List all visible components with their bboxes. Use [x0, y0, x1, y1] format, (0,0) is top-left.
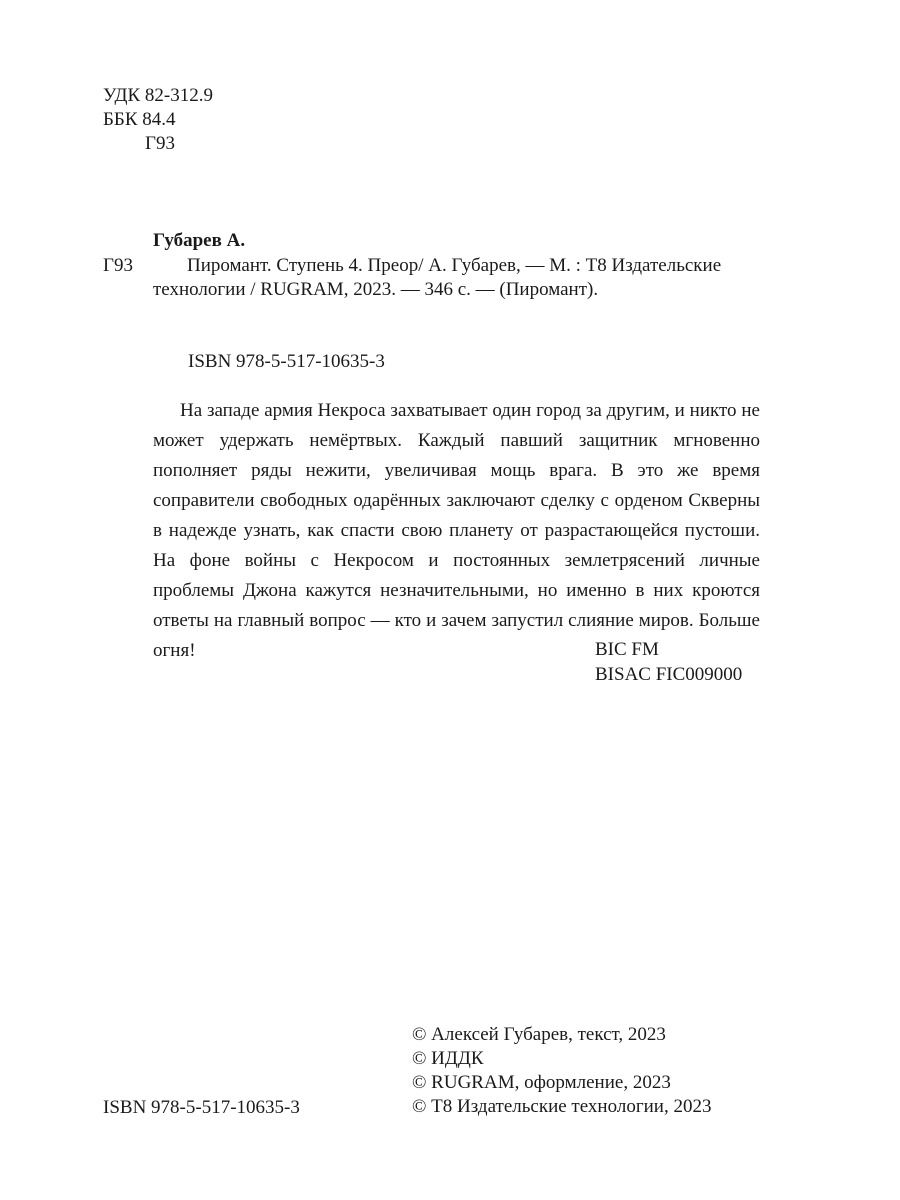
- copyright-line: © Т8 Издательские технологии, 2023: [412, 1096, 712, 1117]
- subject-codes: [595, 638, 742, 688]
- isbn-top: ISBN 978-5-517-10635-3: [188, 351, 385, 372]
- copyright-line: © ИДДК: [412, 1048, 484, 1069]
- annotation-text: На западе армия Некроса захватывает один город за другим, и никто не может удержать немёртвых. Каждый павший защитник мгновенно пополняет ряды нежити, увеличивая мощь врага. В это же время соправители свободных одарённых заключают сделку с орденом Скверны в надежде узнать, как спасти свою планету от разрастающейся пустоши. На фоне войны с Некросом и постоянных землетрясений личные проблемы Джона кажутся незначительными, но именно в них кроются ответы на главный вопрос — кто и зачем запустил слияние миров. Больше огня!: [153, 400, 760, 661]
- author-heading: Губарев А.: [153, 230, 246, 251]
- author-mark-side: Г93: [103, 255, 133, 276]
- copyright-line: © Алексей Губарев, текст, 2023: [412, 1024, 666, 1045]
- bisac-code: BISAC FIC009000: [595, 664, 743, 685]
- author-mark: Г93: [145, 133, 175, 154]
- bbk-code: ББК 84.4: [103, 109, 176, 130]
- udk-code: УДК 82-312.9: [103, 85, 213, 106]
- classification-block: [103, 84, 213, 156]
- bic-code: BIC FM: [595, 639, 659, 660]
- copyright-block: [412, 1023, 711, 1119]
- copyright-line: © RUGRAM, оформление, 2023: [412, 1072, 671, 1093]
- isbn-bottom: ISBN 978-5-517-10635-3: [103, 1097, 300, 1118]
- bibliographic-description: [153, 254, 773, 302]
- description-line-1: Пиромант. Ступень 4. Преор/ А. Губарев, — М. : Т8 Издательские: [187, 255, 722, 276]
- description-line-2: технологии / RUGRAM, 2023. — 346 с. — (Пиромант).: [153, 279, 599, 300]
